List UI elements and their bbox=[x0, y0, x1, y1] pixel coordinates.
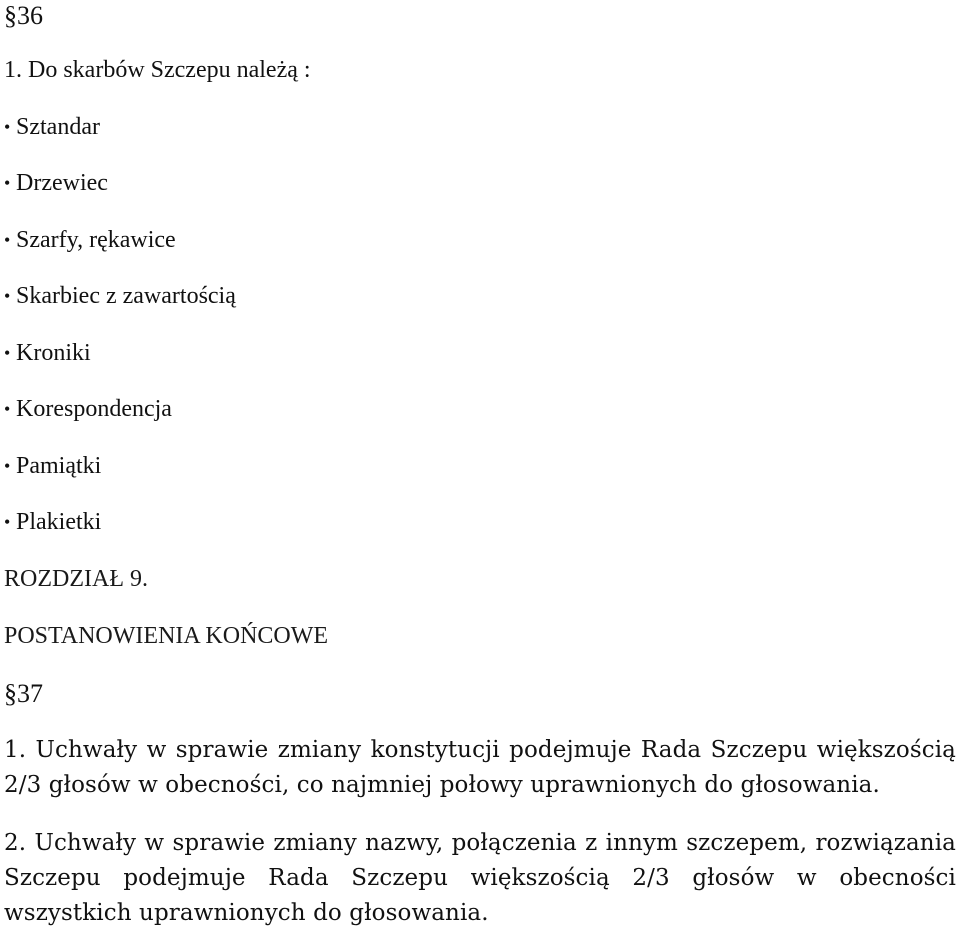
list-item-label: Kroniki bbox=[16, 340, 91, 366]
bullet-icon: • bbox=[4, 230, 11, 250]
list-item-label: Plakietki bbox=[16, 509, 102, 535]
list-item bbox=[4, 339, 91, 367]
item-1-intro: 1. Do skarbów Szczepu należą : bbox=[4, 57, 311, 83]
chapter-title: POSTANOWIENIA KOŃCOWE bbox=[4, 623, 329, 649]
paragraph-2: 2. Uchwały w sprawie zmiany nazwy, połączenia z innym szczepem, rozwiązania Szczepu podejmuje Rada Szczepu większością 2/3 głosów w obecności wszystkich uprawnionych do głosowania. bbox=[4, 830, 956, 926]
list-item-label: Szarfy, rękawice bbox=[16, 227, 176, 253]
list-item bbox=[4, 395, 172, 423]
list-item-label: Sztandar bbox=[16, 114, 100, 140]
bullet-icon: • bbox=[4, 117, 11, 137]
list-item bbox=[4, 226, 176, 254]
list-item-label: Drzewiec bbox=[16, 170, 108, 196]
bullet-icon: • bbox=[4, 512, 11, 532]
list-item-label: Skarbiec z zawartością bbox=[16, 283, 236, 309]
list-item bbox=[4, 282, 236, 310]
paragraph-1: 1. Uchwały w sprawie zmiany konstytucji podejmuje Rada Szczepu większością 2/3 głosów w obecności, co najmniej połowy uprawnionych do głosowania. bbox=[4, 737, 956, 798]
bullet-icon: • bbox=[4, 173, 11, 193]
list-item bbox=[4, 113, 100, 141]
chapter-heading: ROZDZIAŁ 9. bbox=[4, 566, 148, 592]
bullet-icon: • bbox=[4, 343, 11, 363]
list-item-label: Pamiątki bbox=[16, 453, 102, 479]
section-36-heading: §36 bbox=[4, 1, 43, 30]
list-item bbox=[4, 169, 108, 197]
bullet-icon: • bbox=[4, 456, 11, 476]
bullet-icon: • bbox=[4, 286, 11, 306]
list-item bbox=[4, 452, 101, 480]
section-37-heading: §37 bbox=[4, 679, 43, 708]
bullet-icon: • bbox=[4, 399, 11, 419]
list-item-label: Korespondencja bbox=[16, 396, 172, 422]
list-item bbox=[4, 508, 101, 536]
